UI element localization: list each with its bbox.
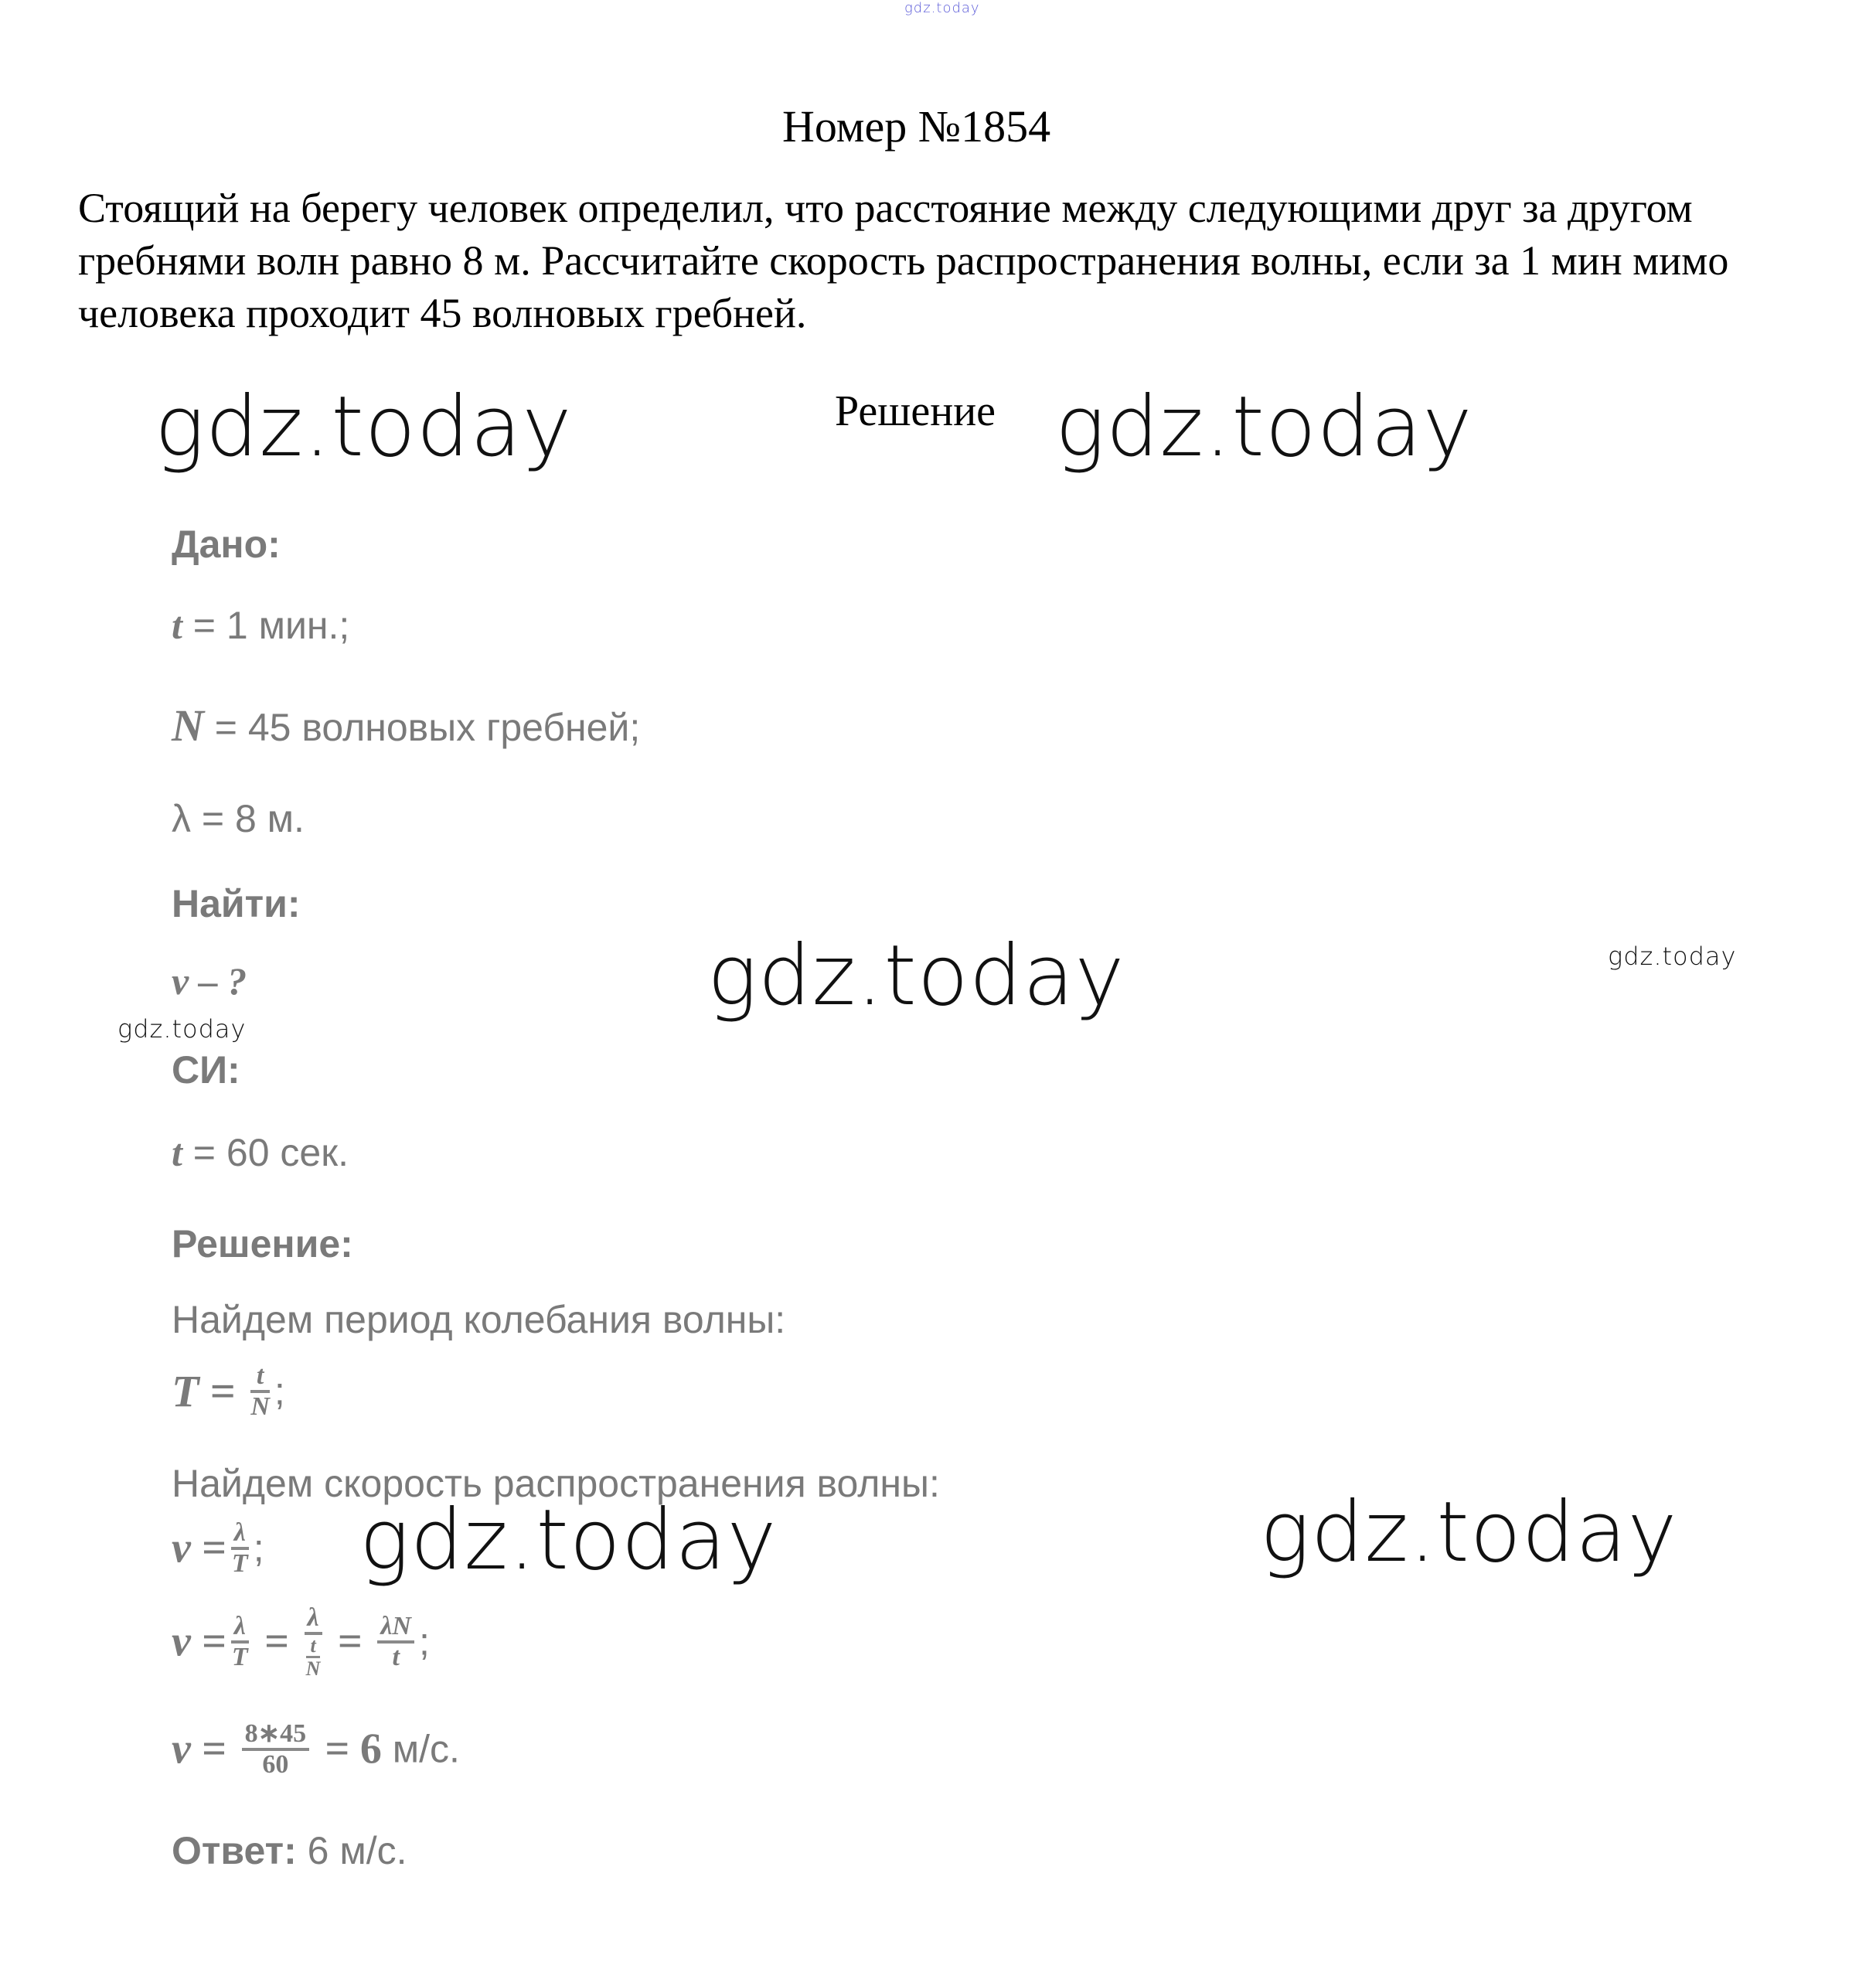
solution-heading: Решение: — [172, 1222, 353, 1265]
fraction-lambdaN-over-t — [377, 1613, 414, 1671]
speed-text: Найдем скорость распространения волны: — [172, 1462, 940, 1505]
semicolon: ; — [419, 1620, 430, 1664]
semicolon: ; — [274, 1369, 285, 1413]
fraction-num: λ — [231, 1613, 249, 1644]
find-heading: Найти: — [172, 882, 301, 925]
fraction-lambda-over-T — [231, 1519, 249, 1577]
watermark: gdz.today — [707, 928, 1125, 1024]
speed-formula-2 — [172, 1604, 430, 1679]
period-formula — [172, 1362, 285, 1420]
given-n — [172, 700, 640, 751]
given-heading: Дано: — [172, 523, 281, 566]
given-lambda: λ = 8 м. — [172, 797, 305, 840]
find-v-rest: – ? — [189, 959, 247, 1003]
fraction-num: λN — [377, 1613, 414, 1644]
var-t: t — [172, 604, 182, 647]
problem-text: Стоящий на берегу человек определил, что расстояние между следующими друг за другом гребнями волн равно 8 м. Рассчитайте скорость распространения волны, если за 1 мин мимо человека проходит 45 волновых гребней. — [78, 185, 1729, 336]
semicolon: ; — [253, 1526, 264, 1570]
equals-sign: = — [264, 1617, 289, 1666]
fraction-den: N — [250, 1391, 270, 1421]
given-n-value: = 45 волновых гребней; — [203, 706, 641, 749]
find-v — [172, 959, 247, 1003]
fraction-num: λ — [305, 1604, 322, 1635]
solution-title: Решение — [835, 387, 996, 435]
formula-T: T — [172, 1366, 199, 1417]
fraction-den-nested — [305, 1635, 322, 1680]
calc-unit: м/с. — [381, 1727, 460, 1771]
equals-sign: = — [325, 1725, 349, 1773]
si-t — [172, 1130, 349, 1175]
fraction-lambda-over-T — [231, 1613, 249, 1671]
watermark-small: gdz.today — [117, 1014, 247, 1044]
fraction-calc — [242, 1720, 310, 1778]
fraction-num: t — [250, 1362, 270, 1393]
page-title: Номер №1854 — [782, 101, 1051, 152]
period-text: Найдем период колебания волны: — [172, 1298, 786, 1341]
answer — [172, 1828, 407, 1873]
equals-sign: = — [201, 1725, 226, 1773]
var-n: N — [172, 700, 204, 751]
si-t-value: = 60 сек. — [182, 1131, 349, 1174]
var-t: t — [172, 1131, 182, 1174]
equals-sign: = — [337, 1617, 363, 1666]
watermark: gdz.today — [1260, 1484, 1678, 1581]
watermark: gdz.today — [1055, 379, 1473, 475]
fraction-den: N — [305, 1657, 321, 1680]
given-t — [172, 603, 349, 648]
formula-v: v — [172, 1617, 191, 1666]
answer-value: 6 м/с. — [296, 1829, 407, 1872]
fraction-den: T — [231, 1548, 248, 1578]
fraction-t-over-n — [250, 1362, 270, 1420]
equals-sign: = — [209, 1366, 236, 1417]
fraction-den: T — [231, 1642, 248, 1671]
speed-calc — [172, 1720, 460, 1778]
watermark: gdz.today — [359, 1492, 778, 1589]
equals-sign: = — [201, 1617, 226, 1666]
si-heading: СИ: — [172, 1048, 240, 1092]
fraction-den: 60 — [262, 1749, 289, 1779]
equals-sign: = — [201, 1524, 226, 1572]
fraction-t-over-n — [306, 1635, 321, 1680]
answer-label: Ответ: — [172, 1829, 297, 1872]
formula-v: v — [172, 1524, 191, 1572]
var-v: v — [172, 959, 189, 1003]
formula-v: v — [172, 1725, 191, 1773]
given-t-value: = 1 мин.; — [182, 604, 350, 647]
fraction-num: λ — [231, 1519, 249, 1550]
fraction-num: t — [306, 1635, 321, 1658]
fraction-lambda-over-t-over-n — [305, 1604, 322, 1679]
watermark-small: gdz.today — [1608, 942, 1737, 971]
fraction-num: 8∗45 — [242, 1720, 310, 1751]
header-watermark: gdz.today — [904, 0, 980, 16]
fraction-den: t — [392, 1642, 400, 1671]
speed-formula-1 — [172, 1519, 264, 1577]
calc-result: 6 — [359, 1725, 382, 1773]
watermark: gdz.today — [155, 379, 573, 475]
